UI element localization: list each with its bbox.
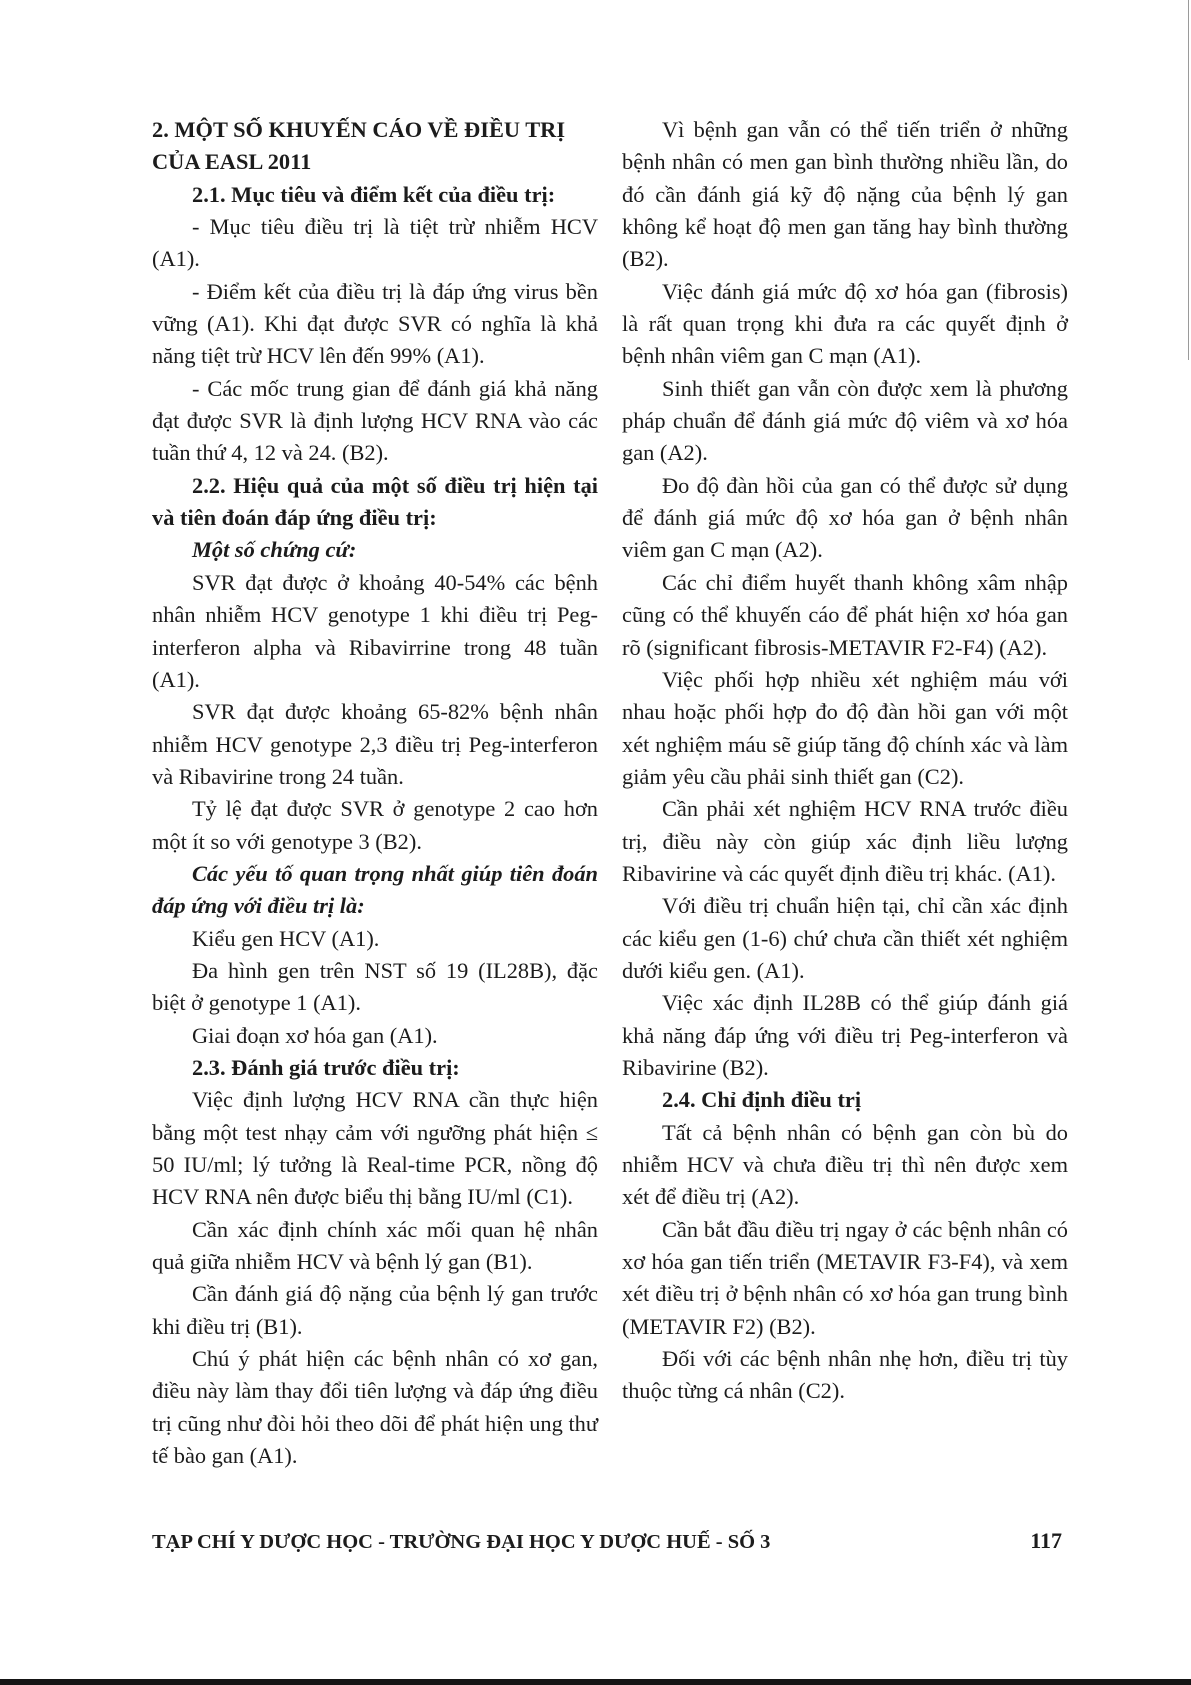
paragraph: SVR đạt được khoảng 65-82% bệnh nhân nhiễm HCV genotype 2,3 điều trị Peg-interferon và Ribavirine trong 24 tuần. — [152, 699, 598, 789]
page-footer — [152, 1528, 1062, 1554]
subsection-heading: 2.4. Chỉ định điều trị — [662, 1087, 862, 1113]
paragraph: - Điểm kết của điều trị là đáp ứng virus bền vững (A1). Khi đạt được SVR có nghĩa là khả năng tiệt trừ HCV lên đến 99% (A1). — [152, 278, 598, 369]
paragraph: Giai đoạn xơ hóa gan (A1). — [192, 1022, 438, 1048]
paragraph: Việc xác định IL28B có thể giúp đánh giá khả năng đáp ứng với điều trị Peg-interferon và Ribavirine (B2). — [622, 990, 1068, 1080]
paragraph: Đối với các bệnh nhân nhẹ hơn, điều trị tùy thuộc từng cá nhân (C2). — [622, 1346, 1068, 1404]
paragraph: Kiểu gen HCV (A1). — [192, 925, 380, 951]
scan-bottom-band — [0, 1679, 1191, 1685]
paragraph: Sinh thiết gan vẫn còn được xem là phương pháp chuẩn để đánh giá mức độ viêm và xơ hóa gan (A2). — [622, 375, 1068, 466]
paragraph: Cần bắt đầu điều trị ngay ở các bệnh nhân có xơ hóa gan tiến triển (METAVIR F3-F4), và xem xét điều trị ở bệnh nhân có xơ hóa gan trung bình (METAVIR F2) (B2). — [622, 1216, 1068, 1339]
paragraph: Đa hình gen trên NST số 19 (IL28B), đặc biệt ở genotype 1 (A1). — [152, 957, 598, 1016]
paragraph: Chú ý phát hiện các bệnh nhân có xơ gan, điều này làm thay đổi tiên lượng và đáp ứng điều trị cũng như đòi hỏi theo dõi để phát hiện ung thư tế bào gan (A1). — [152, 1346, 598, 1469]
paragraph: Việc định lượng HCV RNA cần thực hiện bằng một test nhạy cảm với ngưỡng phát hiện ≤ 50 IU/ml; lý tưởng là Real-time PCR, nồng độ HCV RNA nên được biểu thị bằng IU/ml (C1). — [152, 1087, 598, 1210]
paragraph: Các chỉ điểm huyết thanh không xâm nhập cũng có thể khuyến cáo để phát hiện xơ hóa gan rõ (significant fibrosis-METAVIR F2-F4) (A2). — [622, 569, 1068, 660]
paragraph: Cần đánh giá độ nặng của bệnh lý gan trước khi điều trị (B1). — [152, 1281, 598, 1339]
paragraph: Vì bệnh gan vẫn có thể tiến triển ở những bệnh nhân có men gan bình thường nhiều lần, do đó cần đánh giá kỹ độ nặng của bệnh lý gan không kể hoạt độ men gan tăng hay bình thường (B2). — [622, 117, 1068, 272]
right-column — [622, 114, 1068, 1408]
page-number: 117 — [1030, 1528, 1062, 1553]
paragraph: SVR đạt được ở khoảng 40-54% các bệnh nhân nhiễm HCV genotype 1 khi điều trị Peg-interferon alpha và Ribavirrine trong 48 tuần (A1). — [152, 569, 598, 692]
left-column — [152, 114, 598, 1472]
paragraph: - Các mốc trung gian để đánh giá khả năng đạt được SVR là định lượng HCV RNA vào các tuần thứ 4, 12 và 24. (B2). — [152, 375, 598, 466]
paragraph: - Mục tiêu điều trị là tiệt trừ nhiễm HCV (A1). — [152, 214, 598, 272]
paragraph: Tất cả bệnh nhân có bệnh gan còn bù do nhiễm HCV và chưa điều trị thì nên được xem xét để điều trị (A2). — [622, 1119, 1068, 1210]
paragraph: Với điều trị chuẩn hiện tại, chỉ cần xác định các kiểu gen (1-6) chứ chưa cần thiết xét nghiệm dưới kiểu gen. (A1). — [622, 893, 1068, 983]
scan-edge-line — [1188, 0, 1189, 360]
paragraph: Cần xác định chính xác mối quan hệ nhân quả giữa nhiễm HCV và bệnh lý gan (B1). — [152, 1216, 598, 1275]
paragraph: Cần phải xét nghiệm HCV RNA trước điều trị, điều này còn giúp xác định liều lượng Ribavirine và các quyết định điều trị khác. (A1). — [622, 796, 1068, 886]
subsection-heading: 2.3. Đánh giá trước điều trị: — [192, 1054, 460, 1080]
evidence-heading: Các yếu tố quan trọng nhất giúp tiên đoán đáp ứng với điều trị là: — [152, 860, 598, 919]
paragraph: Đo độ đàn hồi của gan có thể được sử dụng để đánh giá mức độ xơ hóa gan ở bệnh nhân viêm gan C mạn (A2). — [622, 472, 1068, 563]
evidence-heading: Một số chứng cứ: — [192, 537, 357, 563]
section-heading: 2. MỘT SỐ KHUYẾN CÁO VỀ ĐIỀU TRỊ CỦA EASL 2011 — [152, 117, 566, 175]
paragraph: Việc đánh giá mức độ xơ hóa gan (fibrosis) là rất quan trọng khi đưa ra các quyết định ở bệnh nhân viêm gan C mạn (A1). — [622, 278, 1068, 369]
subsection-heading: 2.1. Mục tiêu và điểm kết của điều trị: — [192, 181, 556, 207]
paragraph: Việc phối hợp nhiều xét nghiệm máu với nhau hoặc phối hợp đo độ đàn hồi gan với một xét nghiệm máu sẽ giúp tăng độ chính xác và làm giảm yêu cầu phải sinh thiết gan (C2). — [622, 666, 1068, 789]
paragraph: Tỷ lệ đạt được SVR ở genotype 2 cao hơn một ít so với genotype 3 (B2). — [152, 796, 598, 854]
subsection-heading: 2.2. Hiệu quả của một số điều trị hiện tại và tiên đoán đáp ứng điều trị: — [152, 472, 598, 531]
journal-title: TẠP CHÍ Y DƯỢC HỌC - TRƯỜNG ĐẠI HỌC Y DƯỢC HUẾ - SỐ 3 — [152, 1531, 771, 1553]
